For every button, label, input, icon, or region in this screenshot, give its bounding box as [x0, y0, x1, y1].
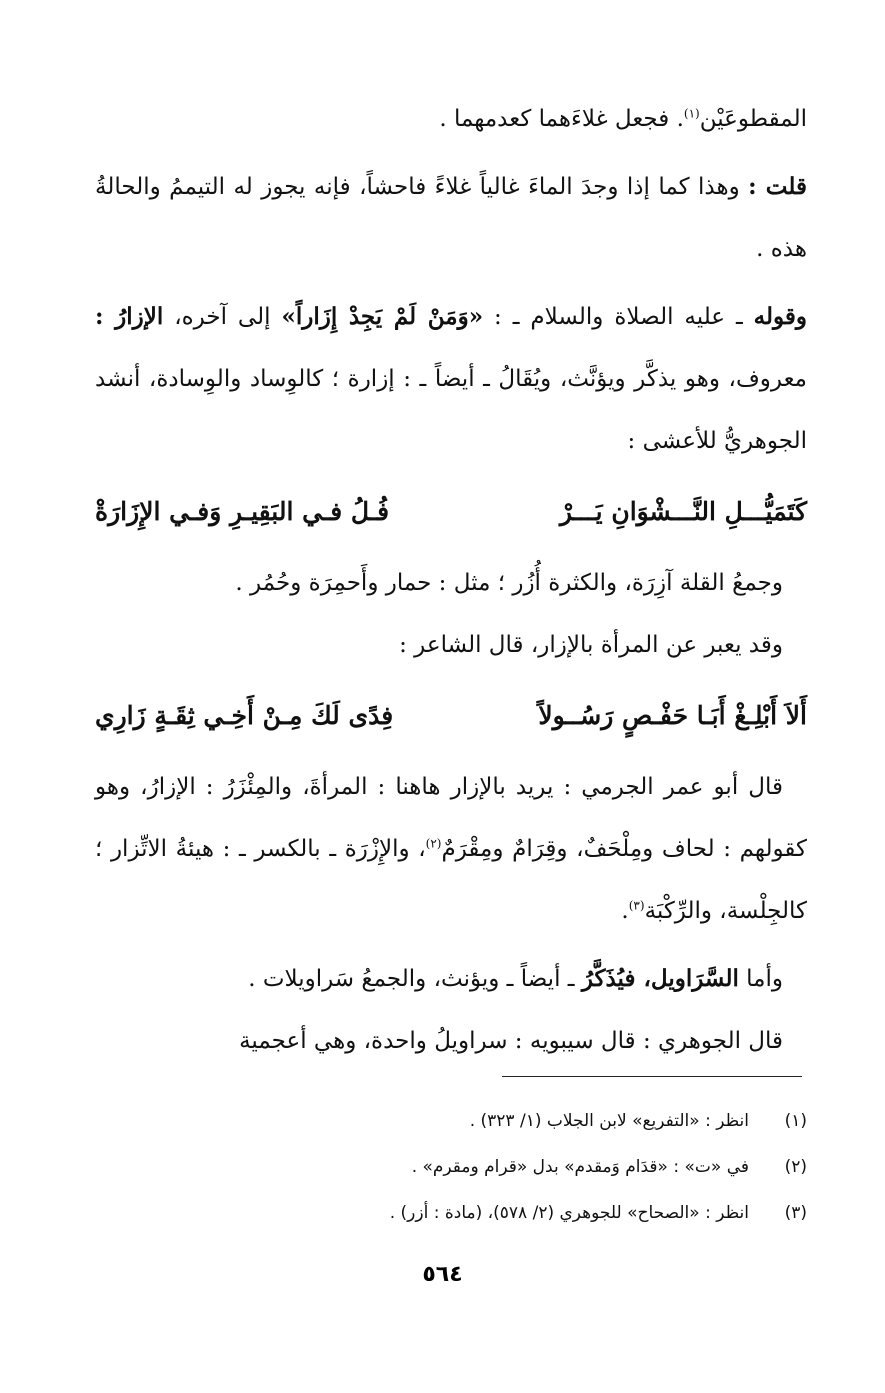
text-span: ـ أيضاً ـ ويؤنث، والجمعُ سَراويلات .: [248, 966, 582, 992]
text-span: .: [621, 898, 629, 924]
hadith-quote: «وَمَنْ لَمْ يَجِدْ إِزَاراً»: [281, 303, 484, 330]
page-number: ٥٦٤: [422, 1262, 463, 1287]
qult-label: قلت :: [748, 173, 807, 200]
text-span: وأما: [738, 966, 783, 992]
footnote-2: [187, 1144, 807, 1190]
footnote-ref-2[interactable]: (٢): [425, 836, 442, 851]
text-span: ، والإِزْرَة ـ بالكسر ـ : هيئةُ الاتِّزار ؛ كالجِلْسة، والرِّكْبَة: [95, 836, 807, 924]
paragraph-qult: [95, 156, 807, 280]
sarawil-label: السَّرَاويل،: [643, 965, 739, 992]
footnotes: [187, 1098, 807, 1236]
footnote-separator: [502, 1076, 802, 1077]
footnote-text: انظر : «الصحاح» للجوهري (٢/ ٥٧٨)، (مادة : أزر) .: [389, 1203, 749, 1223]
verse-2-first-hemistich: أَلاَ أَبْلِـغْ أَبَـا حَفْـصٍ رَسُــولاً: [538, 700, 807, 730]
text-span: وجمعُ القلة آزِرَة، والكثرة أُزُر ؛ مثل : حمار وأَحمِرَة وحُمُر .: [235, 570, 783, 596]
text-span: قال الجوهري : قال سيبويه : سراويلُ واحدة، وهي أعجمية: [239, 1028, 783, 1054]
text-span: المقطوعَيْن: [699, 106, 807, 132]
footnote-number: (٢): [784, 1157, 807, 1177]
footnote-number: (١): [784, 1111, 807, 1131]
paragraph-plural: [95, 552, 807, 614]
text-span: إلى آخره،: [174, 304, 282, 330]
footnote-number: (٣): [784, 1203, 807, 1223]
paragraph-metaphor: [95, 614, 807, 676]
verse-1-first-hemistich: كَتَمَيُّـــلِ النَّـــشْوَانِ يَـــرْ: [559, 496, 807, 526]
footnote-3: [187, 1190, 807, 1236]
text-span: معروف، وهو يذكَّر ويؤنَّث، ويُقَالُ ـ أيضاً ـ : إزارة ؛ كالوِساد والوِسادة، أنشد الجوهريُّ للأعشى :: [95, 366, 807, 454]
footnote-text: في «ت» : «قدَام وَمقدم» بدل «قرام ومقرم» .: [411, 1157, 749, 1177]
verse-1-second-hemistich: فُـلُ فـي البَقِيـرِ وَفـي الإِزَارَةْ: [95, 496, 390, 526]
paragraph-jawhari: [95, 1010, 807, 1072]
sarawil-verb: فيُذَكَّرُ: [581, 965, 644, 992]
verse-2-second-hemistich: فِدًى لَكَ مِـنْ أَخِـي ثِقَـةٍ زَارِي: [95, 700, 394, 730]
footnote-ref-3[interactable]: (٣): [628, 898, 645, 913]
qawluhu-label: وقوله: [753, 303, 807, 330]
text-span: وقد يعبر عن المرأة بالإزار، قال الشاعر :: [399, 632, 783, 658]
verse-1: [95, 480, 807, 542]
footnote-ref-1[interactable]: (١): [683, 106, 700, 121]
paragraph-izar: [95, 286, 807, 472]
text-span: ـ عليه الصلاة والسلام ـ :: [483, 304, 754, 330]
paragraph-sarawil: [95, 948, 807, 1010]
text-span: . فجعل غلاءَهما كعدمهما .: [439, 106, 684, 132]
izar-label: الإزارُ :: [95, 303, 164, 330]
text-span: وهذا كما إذا وجدَ الماءَ غالياً غلاءً فاحشاً، فإنه يجوز له التيممُ والحالةُ هذه .: [95, 174, 807, 262]
text-span: قال أبو عمر الجرمي : يريد بالإزار هاهنا : المرأةَ، والمِئْزَرُ : الإزارُ، وهو كقولهم : لحاف ومِلْحَفٌ، وقِرَامٌ ومِقْرَمٌ: [95, 774, 807, 862]
paragraph-jarmi: [95, 756, 807, 942]
footnote-text: انظر : «التفريع» لابن الجلاب (١/ ٣٢٣) .: [469, 1111, 749, 1131]
verse-2: [95, 684, 807, 746]
paragraph-1: [95, 88, 807, 150]
footnote-1: [187, 1098, 807, 1144]
main-text: [95, 88, 807, 1072]
